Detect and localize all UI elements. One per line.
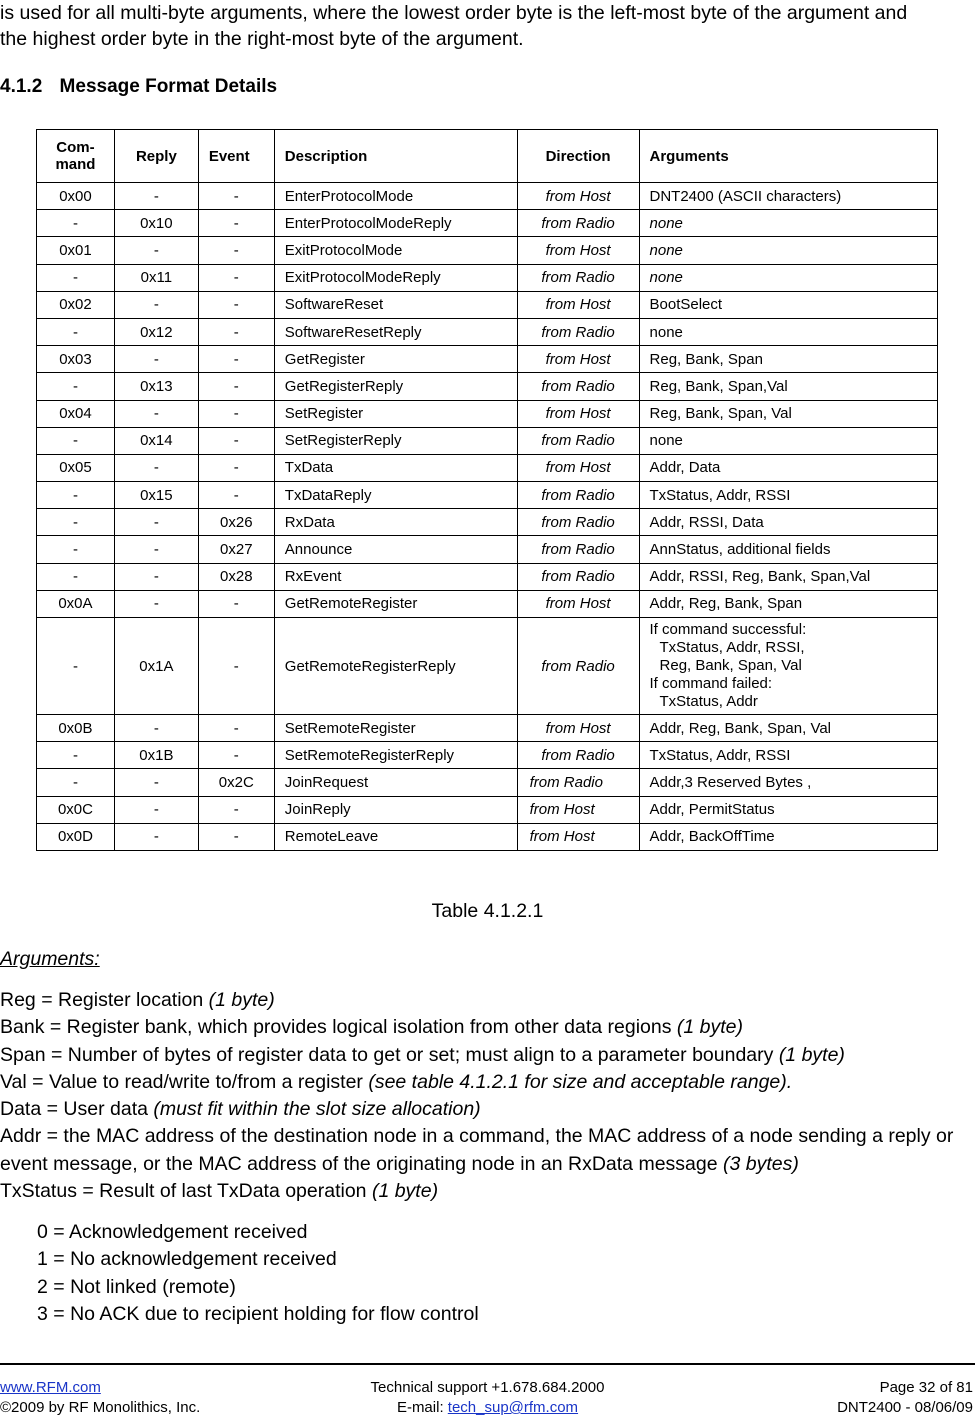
table-row [37, 264, 938, 291]
reply-cell: 0x1A [114, 618, 198, 715]
section-number: 4.1.2 [0, 76, 43, 97]
command-cell: 0x05 [37, 454, 115, 481]
event-cell: 0x2C [198, 769, 274, 796]
command-cell: - [37, 318, 115, 345]
definition-item [0, 1178, 972, 1205]
command-cell: - [37, 264, 115, 291]
arguments-cell: Addr, RSSI, Reg, Bank, Span,Val [639, 563, 937, 590]
command-cell: 0x00 [37, 183, 115, 210]
definition-item [0, 1069, 972, 1096]
arguments-line: TxStatus, Addr [659, 693, 758, 710]
footer-center [0, 1378, 975, 1418]
arguments-cell: Addr, Data [639, 454, 937, 481]
command-cell: 0x01 [37, 237, 115, 264]
arguments-cell: Addr, Reg, Bank, Span, Val [639, 715, 937, 742]
header-reply: Reply [114, 130, 198, 183]
table-row [37, 742, 938, 769]
table-row [37, 400, 938, 427]
direction-cell: from Radio [517, 210, 639, 237]
description-cell: EnterProtocolModeReply [274, 210, 517, 237]
direction-cell: from Host [517, 823, 639, 850]
reply-cell: - [114, 237, 198, 264]
description-cell: EnterProtocolMode [274, 183, 517, 210]
section-title: Message Format Details [59, 76, 278, 97]
table-row [37, 509, 938, 536]
direction-cell: from Host [517, 796, 639, 823]
arguments-cell: AnnStatus, additional fields [639, 536, 937, 563]
reply-cell: - [114, 183, 198, 210]
event-cell: - [198, 373, 274, 400]
status-code-item: 1 = No acknowledgement received [37, 1248, 337, 1271]
arguments-cell: TxStatus, Addr, RSSI [639, 482, 937, 509]
arguments-heading: Arguments: [0, 948, 100, 970]
description-cell: TxData [274, 454, 517, 481]
description-cell: SetRemoteRegister [274, 715, 517, 742]
direction-cell: from Radio [517, 618, 639, 715]
command-cell: 0x04 [37, 400, 115, 427]
arguments-cell: Addr,3 Reserved Bytes , [639, 769, 937, 796]
arguments-cell: none [639, 264, 937, 291]
arguments-cell: none [639, 318, 937, 345]
arguments-cell: none [639, 210, 937, 237]
arguments-cell: Addr, PermitStatus [639, 796, 937, 823]
definition-item [0, 1042, 972, 1069]
definition-text: Addr = the MAC address of the destination node in a command, the MAC address of a node sending a reply or event message, or the MAC address of the originating node in an RxData message [0, 1125, 954, 1175]
table-row [37, 823, 938, 850]
arguments-cell: Reg, Bank, Span,Val [639, 373, 937, 400]
arguments-line: TxStatus, Addr, RSSI, [659, 639, 805, 656]
description-cell: SoftwareResetReply [274, 318, 517, 345]
event-cell: 0x27 [198, 536, 274, 563]
email-label: E-mail: [396, 1399, 448, 1416]
document-id: DNT2400 - 08/06/09 [837, 1399, 973, 1416]
reply-cell: - [114, 400, 198, 427]
reply-cell: - [114, 769, 198, 796]
event-cell: - [198, 264, 274, 291]
table-row [37, 454, 938, 481]
description-cell: RemoteLeave [274, 823, 517, 850]
command-cell: 0x02 [37, 291, 115, 318]
email-link[interactable]: tech_sup@rfm.com [447, 1399, 579, 1416]
arguments-cell: Addr, RSSI, Data [639, 509, 937, 536]
event-cell: - [198, 715, 274, 742]
direction-cell: from Radio [517, 509, 639, 536]
arguments-cell: Addr, Reg, Bank, Span [639, 590, 937, 617]
command-cell: - [37, 769, 115, 796]
event-cell: - [198, 346, 274, 373]
header-description: Description [274, 130, 517, 183]
command-cell: - [37, 482, 115, 509]
table-row [37, 318, 938, 345]
arguments-cell: Addr, BackOffTime [639, 823, 937, 850]
direction-cell: from Radio [517, 373, 639, 400]
table-row [37, 210, 938, 237]
direction-cell: from Host [517, 400, 639, 427]
event-cell: - [198, 796, 274, 823]
intro-line-2: the highest order byte in the right-most byte of the argument. [0, 28, 524, 50]
command-cell: - [37, 509, 115, 536]
status-code-item: 3 = No ACK due to recipient holding for flow control [37, 1302, 479, 1325]
intro-line-1: is used for all multi-byte arguments, where the lowest order byte is the left-most byte of the argument and [0, 2, 908, 24]
description-cell: JoinReply [274, 796, 517, 823]
event-cell: 0x28 [198, 563, 274, 590]
header-direction: Direction [517, 130, 639, 183]
arguments-cell [639, 618, 937, 715]
definition-text: Span = Number of bytes of register data to get or set; must align to a parameter boundary [0, 1043, 779, 1066]
reply-cell: - [114, 454, 198, 481]
arguments-cell: DNT2400 (ASCII characters) [639, 183, 937, 210]
table-row [37, 536, 938, 563]
reply-cell: - [114, 509, 198, 536]
command-cell: 0x0C [37, 796, 115, 823]
definition-item [0, 987, 972, 1014]
reply-cell: - [114, 823, 198, 850]
txstatus-codes [37, 1219, 479, 1328]
header-command: Com- mand [37, 130, 115, 183]
intro-paragraph [0, 0, 972, 52]
reply-cell: 0x12 [114, 318, 198, 345]
reply-cell: 0x1B [114, 742, 198, 769]
direction-cell: from Radio [517, 536, 639, 563]
direction-cell: from Host [517, 590, 639, 617]
reply-cell: - [114, 715, 198, 742]
direction-cell: from Radio [517, 482, 639, 509]
status-code-item: 2 = Not linked (remote) [37, 1275, 236, 1298]
definition-text: Data = User data [0, 1098, 154, 1121]
reply-cell: 0x11 [114, 264, 198, 291]
direction-cell: from Host [517, 183, 639, 210]
description-cell: RxEvent [274, 563, 517, 590]
event-cell: - [198, 427, 274, 454]
table-row [37, 183, 938, 210]
website-link[interactable]: www.RFM.com [0, 1379, 101, 1396]
event-cell: - [198, 742, 274, 769]
argument-definitions [0, 987, 972, 1205]
command-cell: 0x0D [37, 823, 115, 850]
definition-note: (1 byte) [371, 1180, 439, 1203]
description-cell: RxData [274, 509, 517, 536]
description-cell: GetRemoteRegister [274, 590, 517, 617]
support-phone: Technical support +1.678.684.2000 [370, 1379, 605, 1396]
table-row [37, 482, 938, 509]
definition-note: (see table 4.1.2.1 for size and acceptable range). [368, 1070, 793, 1093]
description-cell: GetRegister [274, 346, 517, 373]
table-row [37, 373, 938, 400]
description-cell: ExitProtocolMode [274, 237, 517, 264]
direction-cell: from Host [517, 346, 639, 373]
reply-cell: - [114, 590, 198, 617]
event-cell: - [198, 823, 274, 850]
header-arguments: Arguments [639, 130, 937, 183]
event-cell: - [198, 590, 274, 617]
direction-cell: from Host [517, 291, 639, 318]
event-cell: - [198, 183, 274, 210]
reply-cell: 0x14 [114, 427, 198, 454]
command-cell: - [37, 427, 115, 454]
definition-note: (3 bytes) [723, 1152, 799, 1175]
reply-cell: - [114, 536, 198, 563]
direction-cell: from Host [517, 454, 639, 481]
definition-note: (1 byte) [778, 1043, 845, 1066]
status-code-item: 0 = Acknowledgement received [37, 1221, 308, 1243]
command-cell: 0x03 [37, 346, 115, 373]
table-row [37, 618, 938, 715]
command-cell: - [37, 536, 115, 563]
table-caption: Table 4.1.2.1 [431, 900, 544, 922]
definition-item [0, 1123, 972, 1178]
table-row [37, 427, 938, 454]
description-cell: SetRemoteRegisterReply [274, 742, 517, 769]
definition-item [0, 1014, 972, 1041]
arguments-line: If command successful: [649, 621, 807, 638]
description-cell: ExitProtocolModeReply [274, 264, 517, 291]
reply-cell: - [114, 563, 198, 590]
arguments-line: If command failed: [649, 675, 773, 692]
event-cell: - [198, 482, 274, 509]
definition-note: (must fit within the slot size allocation) [153, 1098, 481, 1121]
event-cell: - [198, 237, 274, 264]
definition-note: (1 byte) [676, 1016, 744, 1039]
command-cell: 0x0B [37, 715, 115, 742]
direction-cell: from Radio [517, 318, 639, 345]
definition-item [0, 1096, 972, 1123]
description-cell: SoftwareReset [274, 291, 517, 318]
description-cell: GetRemoteRegisterReply [274, 618, 517, 715]
direction-cell: from Radio [517, 769, 639, 796]
section-heading [0, 76, 277, 98]
definition-text: Reg = Register location [0, 989, 209, 1011]
definition-note: (1 byte) [208, 989, 275, 1011]
table-row [37, 769, 938, 796]
copyright: ©2009 by RF Monolithics, Inc. [0, 1399, 201, 1416]
footer-right [837, 1378, 973, 1418]
command-cell: - [37, 618, 115, 715]
reply-cell: 0x10 [114, 210, 198, 237]
direction-cell: from Radio [517, 563, 639, 590]
command-cell: 0x0A [37, 590, 115, 617]
reply-cell: - [114, 796, 198, 823]
description-cell: SetRegisterReply [274, 427, 517, 454]
reply-cell: - [114, 346, 198, 373]
arguments-line: Reg, Bank, Span, Val [659, 657, 802, 674]
direction-cell: from Host [517, 237, 639, 264]
reply-cell: - [114, 291, 198, 318]
definition-text: Bank = Register bank, which provides logical isolation from other data regions [0, 1016, 677, 1039]
direction-cell: from Host [517, 715, 639, 742]
arguments-cell: Reg, Bank, Span [639, 346, 937, 373]
direction-cell: from Radio [517, 264, 639, 291]
event-cell: - [198, 400, 274, 427]
command-cell: - [37, 563, 115, 590]
command-cell: - [37, 210, 115, 237]
description-cell: SetRegister [274, 400, 517, 427]
reply-cell: 0x13 [114, 373, 198, 400]
table-row [37, 563, 938, 590]
description-cell: Announce [274, 536, 517, 563]
event-cell: - [198, 454, 274, 481]
arguments-cell: none [639, 427, 937, 454]
event-cell: - [198, 618, 274, 715]
definition-text: Val = Value to read/write to/from a register [0, 1070, 369, 1093]
definition-text: TxStatus = Result of last TxData operation [0, 1180, 372, 1203]
arguments-cell: none [639, 237, 937, 264]
event-cell: - [198, 318, 274, 345]
event-cell: - [198, 291, 274, 318]
table-header-row [37, 130, 938, 183]
arguments-cell: Reg, Bank, Span, Val [639, 400, 937, 427]
description-cell: JoinRequest [274, 769, 517, 796]
header-event: Event [198, 130, 274, 183]
table-row [37, 237, 938, 264]
table-row [37, 715, 938, 742]
table-row [37, 291, 938, 318]
table-row [37, 796, 938, 823]
direction-cell: from Radio [517, 742, 639, 769]
event-cell: - [198, 210, 274, 237]
command-cell: - [37, 373, 115, 400]
direction-cell: from Radio [517, 427, 639, 454]
arguments-cell: BootSelect [639, 291, 937, 318]
event-cell: 0x26 [198, 509, 274, 536]
arguments-cell: TxStatus, Addr, RSSI [639, 742, 937, 769]
description-cell: TxDataReply [274, 482, 517, 509]
footer-divider [0, 1363, 975, 1365]
table-row [37, 590, 938, 617]
description-cell: GetRegisterReply [274, 373, 517, 400]
table-row [37, 346, 938, 373]
message-format-table [36, 129, 938, 851]
table-body [37, 183, 938, 851]
reply-cell: 0x15 [114, 482, 198, 509]
command-cell: - [37, 742, 115, 769]
page-number: Page 32 of 81 [879, 1379, 973, 1396]
